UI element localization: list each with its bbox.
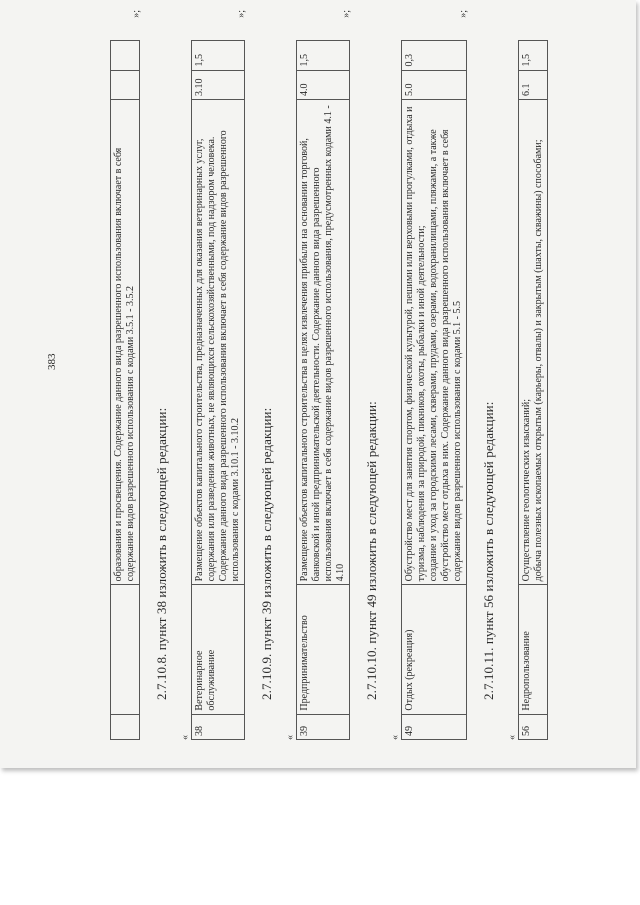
cell-desc: Осуществление геологических изысканий; добыча полезных ископаемых открытым (карьеры, отвалы) и закрытым (шахты, скважины) способами;: [519, 100, 548, 585]
opening-quote: «: [507, 735, 518, 740]
closing-quote: »;: [341, 10, 352, 18]
table-fragment-56: [507, 20, 548, 740]
table-top: [110, 40, 140, 740]
cell-val: 1,5: [192, 41, 245, 71]
cell-desc: образования и просвещения. Содержание данного вида разрешенного использования включает в себя содержание видов разрешенного использования с кодами 3.5.1 - 3.5.2: [111, 100, 140, 585]
table-fragment-49: [390, 10, 469, 740]
table-row: [111, 41, 140, 740]
table-39: [296, 40, 350, 740]
section-heading: 2.7.10.9. пункт 39 изложить в следующей редакции:: [259, 407, 274, 700]
cell-num: [111, 714, 140, 739]
closing-quote: »;: [236, 10, 247, 18]
closing-quote: »;: [458, 10, 469, 18]
closing-quote: »;: [131, 10, 142, 18]
table-38: [191, 40, 245, 740]
table-49: [401, 40, 467, 740]
cell-code: 4.0: [297, 70, 350, 100]
cell-num: 39: [297, 714, 350, 739]
cell-num: 49: [402, 714, 467, 739]
table-row: [297, 41, 350, 740]
table-56: [518, 40, 548, 740]
cell-code: 3.10: [192, 70, 245, 100]
opening-quote: «: [390, 735, 401, 740]
cell-val: [111, 41, 140, 71]
opening-quote: «: [285, 735, 296, 740]
table-fragment-38: [180, 10, 247, 740]
cell-val: 1,5: [297, 41, 350, 71]
cell-code: 6.1: [519, 70, 548, 100]
cell-name: Ветеринарное обслуживание: [192, 585, 245, 714]
cell-name: Отдых (рекреация): [402, 585, 467, 714]
cell-val: 0,3: [402, 41, 467, 71]
cell-desc: Обустройство мест для занятия спортом, физической культурой, пешими или верховыми прогулками, отдыха и туризма, наблюдения за природой, пикников, охоты, рыбалки и иной деятельности; создание и уход за городскими лесами, скверами, прудами, озерами, водохранилищами, пляжами, а также обустройство мест отдыха в них. Содержание данного вида разрешенного использования включает в себя содержание видов разрешенного использования с кодами 5.1 - 5.5: [402, 100, 467, 585]
page-number: 383: [46, 353, 58, 370]
section-heading: 2.7.10.10. пункт 49 изложить в следующей редакции:: [364, 401, 379, 700]
cell-val: 1,5: [519, 41, 548, 71]
table-row: [519, 41, 548, 740]
cell-num: 38: [192, 714, 245, 739]
cell-code: [111, 70, 140, 100]
section-heading: 2.7.10.11. пункт 56 изложить в следующей редакции:: [481, 401, 496, 700]
cell-name: Предпринимательство: [297, 585, 350, 714]
table-row: [192, 41, 245, 740]
table-row: [402, 41, 467, 740]
opening-quote: «: [180, 735, 191, 740]
rotated-content: [110, 10, 548, 740]
cell-desc: Размещение объектов капитального строительства, предназначенных для оказания ветеринарных услуг, содержания или разведения животных, не являющихся сельскохозяйственными, под надзором человека. Содержание данного вида разрешенного использования включает в себя содержание видов разрешенного использования с кодами 3.10.1 - 3.10.2: [192, 100, 245, 585]
table-fragment-39: [285, 10, 352, 740]
section-heading: 2.7.10.8. пункт 38 изложить в следующей редакции:: [154, 407, 169, 700]
table-fragment-top: [110, 10, 142, 740]
cell-desc: Размещение объектов капитального строительства в целях извлечения прибыли на основании торговой, банковской и иной предпринимательской деятельности. Содержание данного вида разрешенного использования включает в себя содержание видов разрешенного использования, предусмотренных кодами 4.1 - 4.10: [297, 100, 350, 585]
cell-code: 5.0: [402, 70, 467, 100]
cell-name: [111, 585, 140, 714]
cell-name: Недропользование: [519, 585, 548, 714]
cell-num: 56: [519, 714, 548, 739]
